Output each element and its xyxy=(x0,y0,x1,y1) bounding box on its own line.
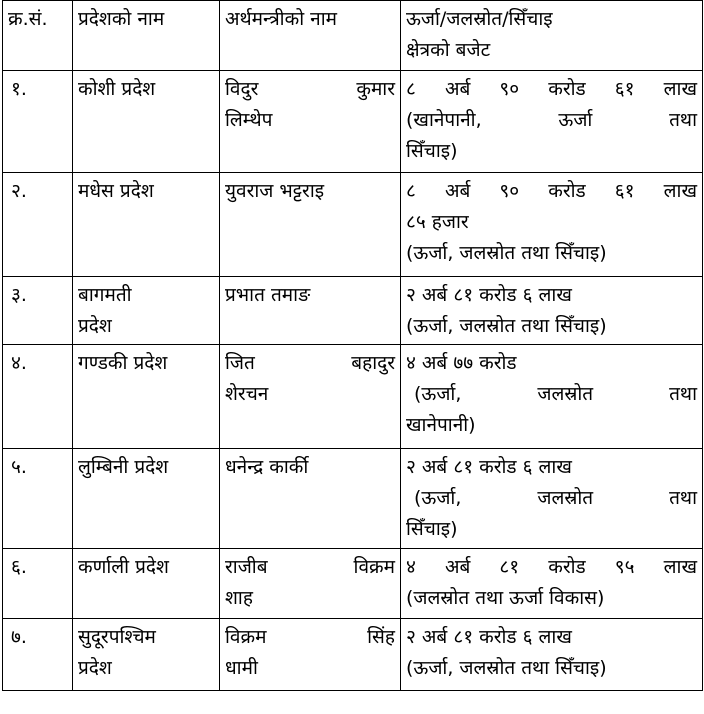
cell-line: सुदूरपश्चिम xyxy=(78,626,156,648)
cell-minister xyxy=(220,449,401,549)
cell-line: प्रदेश xyxy=(78,315,112,337)
cell-line: (ऊर्जा, जलस्रोत तथा सिँचाइ) xyxy=(406,657,607,679)
cell-budget xyxy=(401,277,703,345)
header-finance-minister-name: अर्थमन्त्रीको नाम xyxy=(220,1,401,71)
cell-minister xyxy=(220,173,401,277)
cell-line: लुम्बिनी प्रदेश xyxy=(78,456,169,478)
cell-line: (ऊर्जा, जलस्रोत तथा सिँचाइ) xyxy=(406,242,607,264)
cell-line: गण्डकी प्रदेश xyxy=(78,352,168,374)
cell-province xyxy=(73,449,220,549)
header-budget xyxy=(401,1,703,71)
table-row xyxy=(3,449,703,549)
table-row xyxy=(3,277,703,345)
table-header-row xyxy=(3,1,703,71)
cell-line: ८५ हजार xyxy=(406,211,469,233)
cell-minister xyxy=(220,345,401,449)
cell-line: शाह xyxy=(225,587,253,609)
cell-budget xyxy=(401,619,703,691)
cell-province xyxy=(73,345,220,449)
cell-line: कर्णाली प्रदेश xyxy=(78,556,169,578)
cell-province xyxy=(73,549,220,619)
table-row xyxy=(3,71,703,173)
cell-minister xyxy=(220,619,401,691)
cell-serial-number: ७. xyxy=(3,619,73,691)
cell-line: प्रभात तमाङ xyxy=(225,284,311,306)
cell-line: ४ अर्ब ७७ करोड xyxy=(406,352,517,374)
cell-budget xyxy=(401,345,703,449)
cell-line: ८ अर्ब ९० करोड ६१ लाख xyxy=(406,78,697,100)
cell-line: खानेपानी) xyxy=(406,414,476,436)
cell-budget xyxy=(401,71,703,173)
cell-line: विदुर कुमार xyxy=(225,78,395,100)
cell-line: शेरचन xyxy=(225,383,269,405)
cell-line: जित बहादुर xyxy=(225,352,395,374)
cell-budget xyxy=(401,173,703,277)
cell-line: २ अर्ब ८१ करोड ६ लाख xyxy=(406,456,572,478)
header-province-name: प्रदेशको नाम xyxy=(73,1,220,71)
cell-line: ४ अर्ब ८१ करोड ९५ लाख xyxy=(406,556,697,578)
cell-line: ८ अर्ब ९० करोड ६१ लाख xyxy=(406,180,697,202)
cell-budget xyxy=(401,449,703,549)
cell-line: सिँचाइ) xyxy=(406,140,458,162)
cell-line: (खानेपानी, ऊर्जा तथा xyxy=(406,109,697,131)
cell-line: मधेस प्रदेश xyxy=(78,180,154,202)
header-budget-line: क्षेत्रको बजेट xyxy=(406,39,491,61)
table-row xyxy=(3,345,703,449)
cell-province xyxy=(73,619,220,691)
cell-serial-number: ५. xyxy=(3,449,73,549)
cell-line: (ऊर्जा, जलस्रोत तथा xyxy=(414,383,697,405)
cell-line: विक्रम सिंह xyxy=(225,626,395,648)
table-row xyxy=(3,173,703,277)
cell-budget xyxy=(401,549,703,619)
cell-line: धनेन्द्र कार्की xyxy=(225,456,309,478)
cell-province xyxy=(73,173,220,277)
cell-line: सिँचाइ) xyxy=(406,518,458,540)
cell-minister xyxy=(220,549,401,619)
cell-line: धामी xyxy=(225,657,258,679)
cell-minister xyxy=(220,71,401,173)
cell-serial-number: ४. xyxy=(3,345,73,449)
cell-line: राजीब विक्रम xyxy=(225,556,395,578)
cell-serial-number: २. xyxy=(3,173,73,277)
cell-line: बागमती xyxy=(78,284,132,306)
budget-table xyxy=(2,0,703,691)
cell-minister xyxy=(220,277,401,345)
table-row xyxy=(3,619,703,691)
cell-line: प्रदेश xyxy=(78,657,112,679)
cell-serial-number: ६. xyxy=(3,549,73,619)
cell-serial-number: १. xyxy=(3,71,73,173)
header-budget-line: ऊर्जा/जलस्रोत/सिँचाइ xyxy=(406,8,553,30)
cell-line: २ अर्ब ८१ करोड ६ लाख xyxy=(406,284,572,306)
cell-serial-number: ३. xyxy=(3,277,73,345)
table-row xyxy=(3,549,703,619)
cell-line: (ऊर्जा, जलस्रोत तथा सिँचाइ) xyxy=(406,315,607,337)
header-serial-number: क्र.सं. xyxy=(3,1,73,71)
cell-line: (जलस्रोत तथा ऊर्जा विकास) xyxy=(406,587,605,609)
cell-line: कोशी प्रदेश xyxy=(78,78,156,100)
cell-province xyxy=(73,277,220,345)
cell-province xyxy=(73,71,220,173)
cell-line: लिम्थेप xyxy=(225,109,273,131)
cell-line: युवराज भट्टराइ xyxy=(225,180,325,202)
cell-line: २ अर्ब ८१ करोड ६ लाख xyxy=(406,626,572,648)
cell-line: (ऊर्जा, जलस्रोत तथा xyxy=(414,487,697,509)
